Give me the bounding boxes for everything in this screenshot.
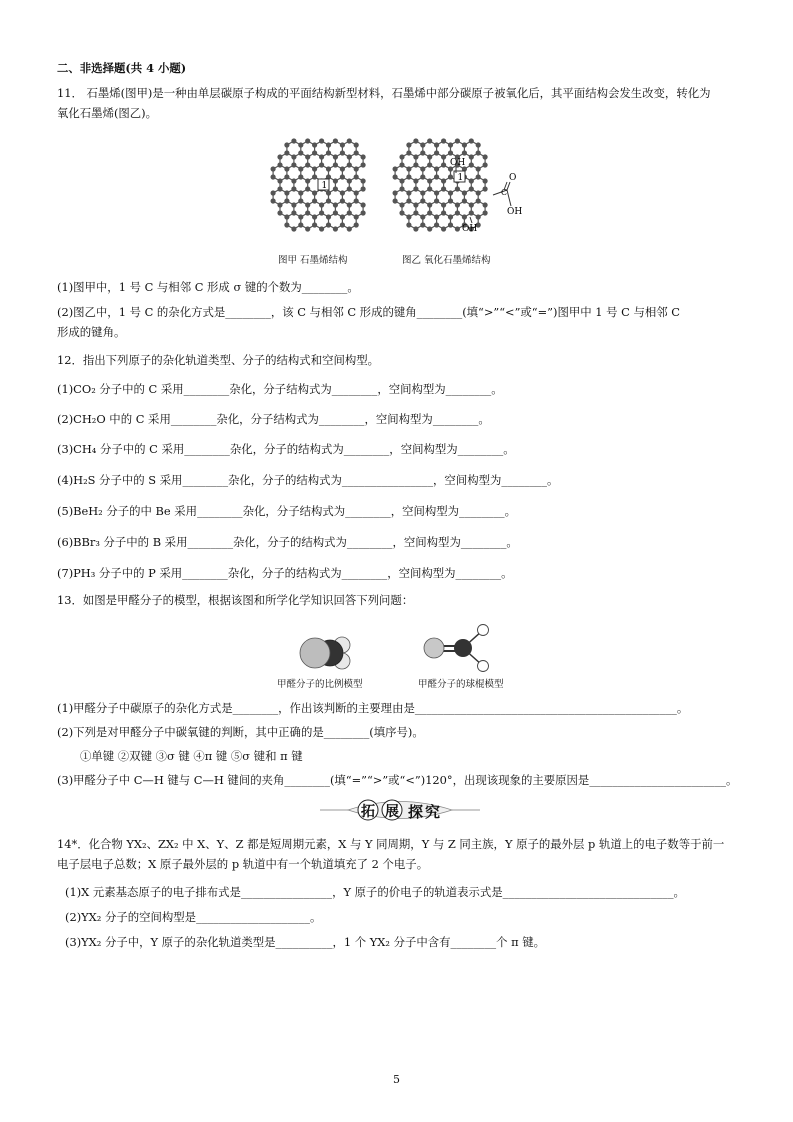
carbon-atom [434,214,439,219]
carbon-atom [277,178,282,183]
carbon-atom [469,162,474,167]
carbon-atom [305,178,310,183]
caption-ball-stick: 甲醛分子的球棍模型 [418,679,504,690]
q14-part1: (1)X 元素基态原子的电子排布式是________________，Y 原子的价电子的轨道表示式是______________________________。 [65,885,685,899]
q13-options: ①单键 ②双键 ③σ 键 ④π 键 ⑤σ 键和 π 键 [80,749,303,763]
carbon-atom [291,162,296,167]
carbon-atom [406,174,411,179]
carbon-atom [277,210,282,215]
carbon-atom [291,186,296,191]
carbon-atom [427,186,432,191]
label-oh-right: OH [507,207,523,217]
carbon-atom [354,174,359,179]
carbon-atom [462,214,467,219]
carbon-atom [448,190,453,195]
carbon-atom [354,166,359,171]
carbon-atom [483,154,488,159]
q11-part2-line2: 形成的键角。 [57,325,126,339]
carbon-atom [469,186,474,191]
carbon-atom [347,202,352,207]
carbon-atom [441,138,446,143]
carbon-atom [298,142,303,147]
carbon-atom [434,222,439,227]
graphene-structure-figure [268,135,388,240]
carbon-atom [413,186,418,191]
carbon-atom [413,178,418,183]
label-c: C [501,188,508,197]
carbon-atom [420,198,425,203]
carbon-atom [312,166,317,171]
carbon-atom [469,202,474,207]
carbon-atom [434,166,439,171]
carbon-atom [340,222,345,227]
carbon-atom [420,222,425,227]
carbon-atom [284,166,289,171]
carbon-atom [312,214,317,219]
carbon-atom [483,178,488,183]
carbon-atom [476,190,481,195]
carbon-atom [406,198,411,203]
carbon-atom [399,162,404,167]
carbon-atom [340,198,345,203]
carbon-atom [354,190,359,195]
carbon-atom [483,202,488,207]
carbon-atom [291,178,296,183]
carbon-atom [347,186,352,191]
q13-part1: (1)甲醛分子中碳原子的杂化方式是________，作出该判断的主要理由是______________________________________________。 [57,701,689,715]
q14-part2: (2)YX₂ 分子的空间构型是____________________。 [65,910,322,924]
q12-item: (2)CH₂O 中的 C 采用________杂化，分子结构式为________，空间构型为________。 [57,412,490,426]
carbon-atom [298,198,303,203]
carbon-atom [434,174,439,179]
carbon-atom [326,190,331,195]
carbon-atom [298,190,303,195]
q11-stem-line1: 11． 石墨烯(图甲)是一种由单层碳原子构成的平面结构新型材料，石墨烯中部分碳原子被氧化后，其平面结构会发生改变，转化为 [57,86,711,100]
q11-stem-line2: 氧化石墨烯(图乙)。 [57,106,158,120]
carbon-atom [312,142,317,147]
carbon-atom [462,150,467,155]
carbon-atom [319,226,324,231]
carbon-atom [277,154,282,159]
q14-stem-line1: 14*．化合物 YX₂、ZX₂ 中 X、Y、Z 都是短周期元素，X 与 Y 同周期，Y 与 Z 同主族，Y 原子的最外层 p 轨道上的电子数等于前一 [57,837,725,851]
carbon-atom [340,190,345,195]
carbon-atom [284,198,289,203]
carbon-atom [427,138,432,143]
formaldehyde-ball-stick-model [418,620,498,675]
carbon-atom [427,210,432,215]
carbon-atom [448,198,453,203]
carbon-atom [340,142,345,147]
carbon-atom [427,162,432,167]
carbon-atom [312,190,317,195]
extension-banner [320,795,480,825]
q12-item: (6)BBr₃ 分子中的 B 采用________杂化，分子的结构式为________，空间构型为________。 [57,535,518,549]
carbon-atom [284,214,289,219]
q12-item: (5)BeH₂ 分子的中 Be 采用________杂化，分子结构式为________，空间构型为________。 [57,504,517,518]
carbon-atom [319,202,324,207]
q11-part1: (1)图甲中，1 号 C 与相邻 C 形成 σ 键的个数为________。 [57,280,359,294]
fig-jia-caption: 图甲 石墨烯结构 [278,255,348,266]
carbon-atom [448,174,453,179]
carbon-atom [340,174,345,179]
caption-space-filling: 甲醛分子的比例模型 [277,679,363,690]
q12-item: (4)H₂S 分子中的 S 采用________杂化，分子的结构式为________________，空间构型为________。 [57,473,559,487]
carbon-atom [333,154,338,159]
carbon-atom [406,214,411,219]
carbon-atom [291,138,296,143]
carbon-atom [340,150,345,155]
carbon-atom [469,138,474,143]
q13-part3: (3)甲醛分子中 C—H 键与 C—H 键间的夹角________(填“=”“>”或“<”)120°，出现该现象的主要原因是________________________。 [57,773,738,787]
carbon-1-label: 1 [457,173,464,183]
carbon-atom [305,226,310,231]
label-o: O [509,173,517,183]
carbon-atom [399,186,404,191]
carbon-atom [305,138,310,143]
carbon-atom [291,202,296,207]
carbon-atom [319,162,324,167]
label-oh-bottom: OH [462,224,478,234]
carbon-atom [420,214,425,219]
carbon-atom [361,178,366,183]
carbon-atom [406,222,411,227]
carbon-atom [271,198,276,203]
carbon-atom [420,142,425,147]
carbon-atom [340,214,345,219]
carbon-atom [476,142,481,147]
carbon-atom [413,226,418,231]
carbon-atom [298,174,303,179]
carbon-atom [399,178,404,183]
carbon-atom [413,210,418,215]
carbon-atom [319,154,324,159]
carbon-atom [354,150,359,155]
carbon-atom [326,150,331,155]
carbon-atom [361,202,366,207]
q12-item: (1)CO₂ 分子中的 C 采用________杂化，分子结构式为________，空间构型为________。 [57,382,503,396]
carbon-atom [298,214,303,219]
carbon-atom [271,174,276,179]
carbon-atom [434,150,439,155]
carbon-atom [284,150,289,155]
carbon-atom [393,174,398,179]
carbon-1-label: 1 [321,181,328,191]
formaldehyde-space-filling-model [295,628,365,678]
carbon-atom [406,190,411,195]
carbon-atom [305,202,310,207]
carbon-atom [483,162,488,167]
carbon-atom [427,178,432,183]
carbon-atom [413,138,418,143]
carbon-atom [441,202,446,207]
carbon-atom [291,154,296,159]
carbon-atom [455,226,460,231]
carbon-atom [441,154,446,159]
carbon-atom [441,210,446,215]
carbon-atom [469,178,474,183]
banner-char-2: 展 [385,804,399,820]
carbon-atom [354,198,359,203]
carbon-atom [305,154,310,159]
carbon-atom [441,226,446,231]
carbon-atom [469,154,474,159]
carbon-atom [312,174,317,179]
carbon-atom [271,190,276,195]
q13-part2: (2)下列是对甲醛分子中碳氧键的判断，其中正确的是________(填序号)。 [57,725,424,739]
carbon-atom [399,154,404,159]
carbon-atom [476,150,481,155]
carbon-atom [326,142,331,147]
label-oh-top: OH [450,158,466,168]
carbon-atom [476,174,481,179]
carbon-atom [393,190,398,195]
carbon-atom [298,150,303,155]
fig-yi-caption: 图乙 氧化石墨烯结构 [402,255,491,266]
carbon-atom [347,138,352,143]
carbon-atom [462,190,467,195]
carbon-atom [462,198,467,203]
carbon-atom [277,162,282,167]
carbon-atom [420,190,425,195]
carbon-atom [406,150,411,155]
carbon-atom [361,186,366,191]
carbon-atom [312,150,317,155]
carbon-atom [271,166,276,171]
carbon-atom [406,166,411,171]
carbon-atom [455,138,460,143]
carbon-atom [354,214,359,219]
carbon-atom [462,142,467,147]
carbon-atom [413,162,418,167]
carbon-atom [312,222,317,227]
section-heading: 二、非选择题(共 4 小题) [57,61,187,75]
q11-part2-line1: (2)图乙中，1 号 C 的杂化方式是________，该 C 与相邻 C 形成的键角________(填“>”“<”或“=”)图甲中 1 号 C 与相邻 C [57,305,680,319]
carbon-atom [333,162,338,167]
carbon-atom [427,226,432,231]
carbon-atom [420,166,425,171]
carbon-atom [298,166,303,171]
carbon-atom [333,202,338,207]
carbon-atom [354,142,359,147]
carbon-atom [284,142,289,147]
carbon-atom [469,210,474,215]
carbon-atom [284,190,289,195]
carbon-atom [476,166,481,171]
carbon-atom [305,186,310,191]
carbon-atom [361,162,366,167]
carbon-atom [319,210,324,215]
carbon-atom [434,190,439,195]
carbon-atom [476,214,481,219]
carbon-atom [319,138,324,143]
carbon-atom [347,226,352,231]
banner-char-1: 拓 [361,804,375,820]
carbon-atom [420,174,425,179]
carbon-atom [441,186,446,191]
carbon-atom [406,142,411,147]
carbon-atom [333,210,338,215]
carbon-atom [448,222,453,227]
carbon-atom [420,150,425,155]
carbon-atom [455,186,460,191]
carbon-atom [427,154,432,159]
carbon-atom [305,210,310,215]
carbon-atom [305,162,310,167]
q12-item: (3)CH₄ 分子中的 C 采用________杂化，分子的结构式为________，空间构型为________。 [57,442,515,456]
carbon-atom [347,154,352,159]
page-number: 5 [393,1073,400,1086]
graphene-oxide-structure-figure [392,135,532,240]
carbon-atom [277,202,282,207]
carbon-atom [312,198,317,203]
carbon-atom [448,150,453,155]
carbon-atom [434,198,439,203]
carbon-atom [340,166,345,171]
carbon-atom [483,186,488,191]
carbon-atom [291,226,296,231]
carbon-atom [434,142,439,147]
carbon-atom [448,214,453,219]
carbon-atom [326,222,331,227]
carbon-atom [347,162,352,167]
q13-stem: 13．如图是甲醛分子的模型，根据该图和所学化学知识回答下列问题： [57,593,414,607]
carbon-atom [333,138,338,143]
carbon-atom [399,202,404,207]
q12-stem: 12．指出下列原子的杂化轨道类型、分子的结构式和空间构型。 [57,353,380,367]
carbon-atom [455,210,460,215]
carbon-atom [326,198,331,203]
carbon-atom [326,214,331,219]
carbon-atom [427,202,432,207]
carbon-atom [333,226,338,231]
carbon-atom [284,222,289,227]
carbon-atom [291,210,296,215]
carbon-atom [354,222,359,227]
q12-item: (7)PH₃ 分子中的 P 采用________杂化，分子的结构式为________，空间构型为________。 [57,566,513,580]
carbon-atom [476,198,481,203]
carbon-atom [347,178,352,183]
carbon-atom [441,162,446,167]
carbon-atom [277,186,282,191]
carbon-atom [298,222,303,227]
carbon-atom [483,210,488,215]
carbon-atom [326,166,331,171]
carbon-atom [399,210,404,215]
q14-stem-line2: 电子层电子总数；X 原子最外层的 p 轨道中有一个轨道填充了 2 个电子。 [57,857,429,871]
carbon-atom [333,178,338,183]
banner-char-3: 探究 [408,803,443,821]
carbon-atom [413,154,418,159]
carbon-atom [361,210,366,215]
carbon-atom [361,154,366,159]
q14-part3: (3)YX₂ 分子中，Y 原子的杂化轨道类型是__________，1 个 YX₂ 分子中含有________个 π 键。 [65,935,546,949]
carbon-atom [441,178,446,183]
carbon-atom [455,202,460,207]
carbon-atom [413,202,418,207]
carbon-atom [393,198,398,203]
carbon-atom [393,166,398,171]
carbon-atom [347,210,352,215]
carbon-atom [284,174,289,179]
carbon-atom [333,186,338,191]
carbon-atom [448,142,453,147]
